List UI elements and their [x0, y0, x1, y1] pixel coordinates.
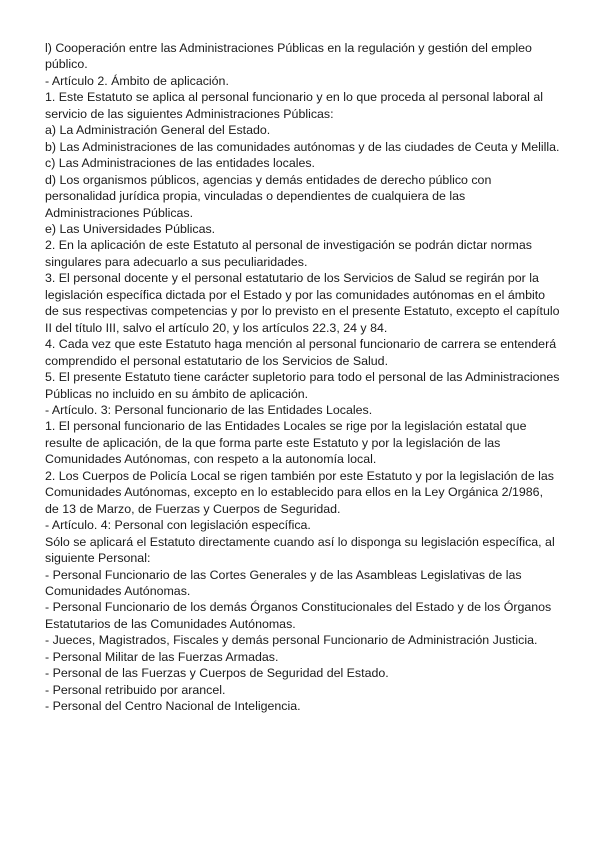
list-item-fuerzas: - Personal de las Fuerzas y Cuerpos de Seguridad del Estado. [45, 666, 389, 681]
list-item-cortes: - Personal Funcionario de las Cortes Generales y de las Asambleas Legislativas de las Comunidades Autónomas. [45, 567, 522, 598]
list-item-a: a) La Administración General del Estado. [45, 123, 271, 138]
paragraph-art3-2: 2. Los Cuerpos de Policía Local se rigen también por este Estatuto y por la legislación de las Comunidades Autónomas, excepto en lo establecido para ellos en la Ley Orgánica 2/1986, de 13 de Marzo, de Fuerzas y Cuerpos de Seguridad. [45, 468, 554, 516]
heading-articulo-4: - Artículo. 4: Personal con legislación específica. [45, 518, 311, 533]
list-item-arancel: - Personal retribuido por arancel. [45, 682, 226, 697]
document-body [45, 40, 560, 715]
list-item-c: c) Las Administraciones de las entidades locales. [45, 156, 315, 171]
list-item-militar: - Personal Militar de las Fuerzas Armadas. [45, 649, 279, 664]
paragraph-art3-1: 1. El personal funcionario de las Entidades Locales se rige por la legislación estatal que resulte de aplicación, de la que forma parte este Estatuto y por la legislación de las Comunidades Autónomas, con respeto a la autonomía local. [45, 419, 527, 467]
heading-articulo-2: - Artículo 2. Ámbito de aplicación. [45, 73, 229, 88]
paragraph-art4-intro: Sólo se aplicará el Estatuto directamente cuando así lo disponga su legislación específica, al siguiente Personal: [45, 534, 555, 566]
paragraph-art2-4: 4. Cada vez que este Estatuto haga mención al personal funcionario de carrera se entenderá comprendido el personal estatutario de los Servicios de Salud. [45, 337, 557, 368]
list-item-e: e) Las Universidades Públicas. [45, 221, 216, 236]
list-item-jueces: - Jueces, Magistrados, Fiscales y demás personal Funcionario de Administración Justicia. [45, 633, 538, 648]
paragraph-art2-2: 2. En la aplicación de este Estatuto al personal de investigación se podrán dictar normas singulares para adecuarlo a sus peculiaridades. [45, 238, 532, 269]
list-item-d: d) Los organismos públicos, agencias y demás entidades de derecho público con personalidad jurídica propia, vinculadas o dependientes de cualquiera de las Administraciones Públicas. [45, 172, 492, 220]
paragraph-art2-3: 3. El personal docente y el personal estatutario de los Servicios de Salud se regirán por la legislación específica dictada por el Estado y por las comunidades autónomas en el ámbito de sus respectivas competencias y por lo previsto en el presente Estatuto, excepto el capítulo II del título III, salvo el artículo 20, y los artículos 22.3, 24 y 84. [45, 271, 560, 335]
list-item-organos: - Personal Funcionario de los demás Órganos Constitucionales del Estado y de los Órganos Estatutarios de las Comunidades Autónomas. [45, 600, 552, 631]
paragraph-art2-1: 1. Este Estatuto se aplica al personal funcionario y en lo que proceda al personal laboral al servicio de las siguientes Administraciones Públicas: [45, 90, 544, 121]
paragraph-art2-5: 5. El presente Estatuto tiene carácter supletorio para todo el personal de las Administraciones Públicas no incluido en su ámbito de aplicación. [45, 370, 560, 401]
list-item-cni: - Personal del Centro Nacional de Inteligencia. [45, 699, 301, 714]
paragraph-cooperacion: l) Cooperación entre las Administraciones Públicas en la regulación y gestión del empleo público. [45, 41, 532, 72]
heading-articulo-3: - Artículo. 3: Personal funcionario de las Entidades Locales. [45, 402, 373, 417]
list-item-b: b) Las Administraciones de las comunidades autónomas y de las ciudades de Ceuta y Melilla. [45, 139, 560, 154]
